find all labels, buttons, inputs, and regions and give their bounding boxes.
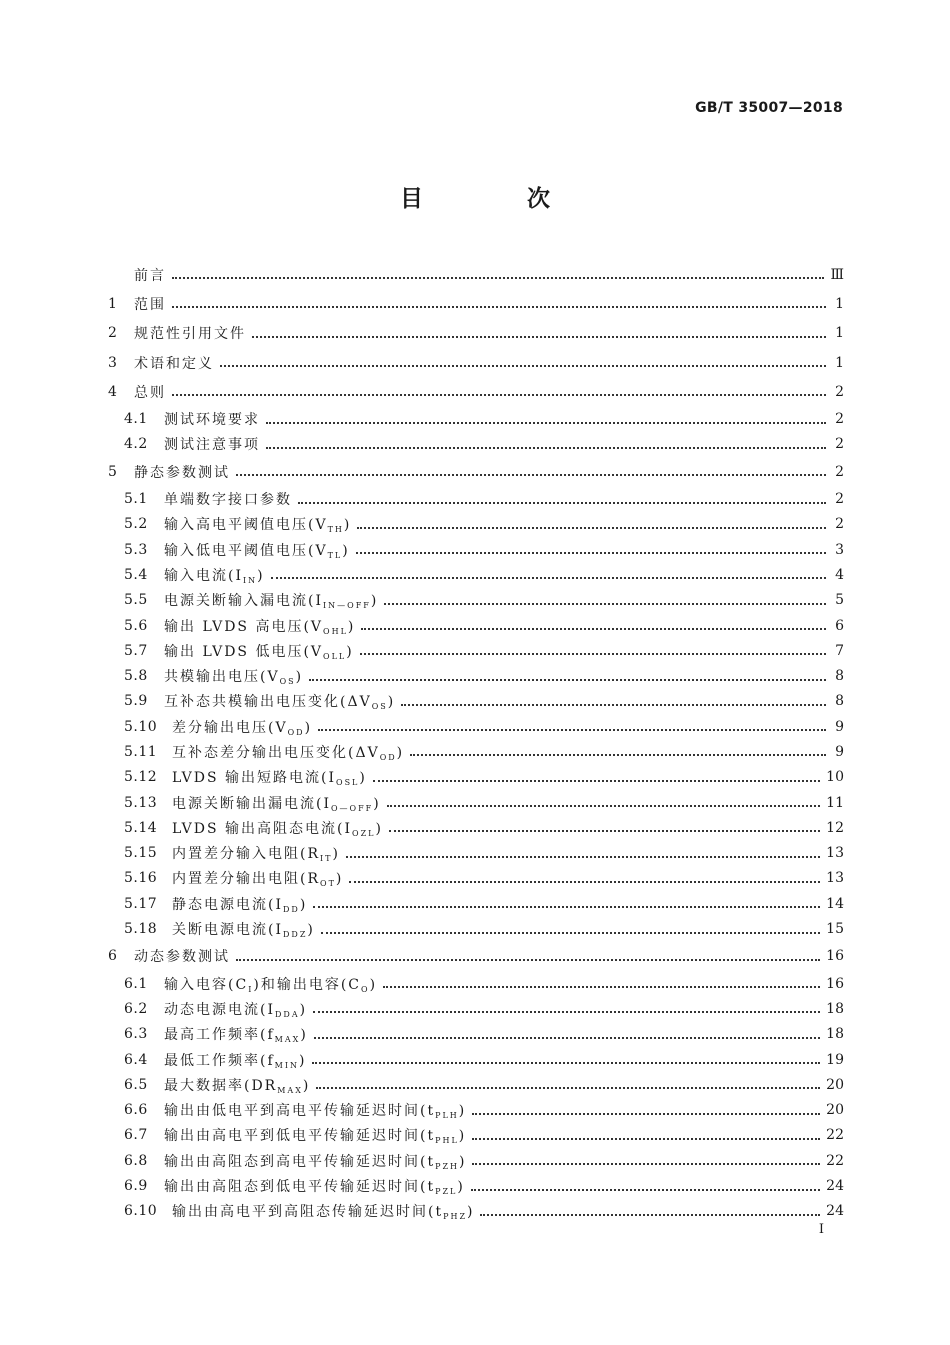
toc-leader-dots <box>357 526 826 529</box>
toc-entry-number: 5.3 <box>124 541 148 558</box>
toc-entry-subscript: PHL <box>435 1136 459 1146</box>
toc-entry-title-tail: ) <box>300 1027 308 1044</box>
toc-leader-dots <box>172 276 824 279</box>
toc-entry-subscript: DDZ <box>283 930 308 940</box>
toc-leader-dots <box>383 985 820 988</box>
toc-entry[interactable] <box>108 663 844 688</box>
toc-leader-dots <box>410 753 826 756</box>
toc-entry-title-text: 测试环境要求 <box>164 412 260 429</box>
toc-entry-number: 6 <box>108 948 118 965</box>
toc-entry-title-text: 范围 <box>134 296 166 313</box>
toc-entry-subscript: OD <box>287 727 305 737</box>
toc-entry-subscript: TH <box>327 525 344 535</box>
toc-entry-title-tail: ) <box>457 1179 465 1196</box>
toc-entry-title-text: 输入低电平阈值电压(V <box>164 542 328 559</box>
toc-entry-title <box>172 793 381 813</box>
toc-entry-title-text: 输出由高电平到高阻态传输延迟时间(t <box>172 1204 444 1221</box>
toc-entry-title-tail: ) <box>299 1052 307 1069</box>
toc-entry-number: 5.5 <box>124 592 148 609</box>
toc-entry-title-tail: ) <box>335 871 344 888</box>
toc-entry-subscript: IT <box>320 854 333 864</box>
toc-entry-number: 5.9 <box>124 693 148 710</box>
toc-entry-title-text: 输出由高阻态到低电平传输延迟时间(t <box>164 1179 436 1196</box>
toc-entry-title-text: 最大数据率(DR <box>164 1077 278 1094</box>
toc-entry-page: 1 <box>835 295 844 312</box>
toc-entry-title-text: 输入电容(C <box>164 976 249 993</box>
toc-entry-page: 16 <box>826 975 844 992</box>
toc-entry-number: 5.6 <box>124 617 148 634</box>
toc-entry[interactable] <box>108 971 844 996</box>
toc-entry-title <box>164 616 355 636</box>
toc-entry-title-text: 规范性引用文件 <box>134 326 246 343</box>
toc-entry-title-tail: ) <box>458 1103 467 1120</box>
toc-entry-title-text: 测试注意事项 <box>164 437 260 454</box>
toc-leader-dots <box>298 501 826 504</box>
toc-entry-title-tail: ) <box>299 896 308 913</box>
toc-entry-page: 9 <box>835 743 844 760</box>
toc-entry[interactable] <box>108 739 844 764</box>
table-of-contents <box>108 260 844 1224</box>
toc-entry-subscript: OSL <box>336 778 360 788</box>
toc-entry-title-text: 总则 <box>134 384 166 401</box>
toc-leader-dots <box>172 393 826 396</box>
toc-entry-title-text: 差分输出电压(V <box>172 719 288 736</box>
toc-entry[interactable] <box>108 1173 844 1198</box>
toc-entry-number: 5.18 <box>124 921 158 938</box>
toc-entry-title-tail: ) <box>467 1204 475 1221</box>
toc-entry-title-tail: ) <box>375 820 383 837</box>
toc-entry-page: 8 <box>835 693 844 710</box>
toc-entry-title-tail: ) <box>396 744 405 761</box>
toc-entry[interactable] <box>108 377 844 406</box>
toc-entry[interactable] <box>108 1072 844 1097</box>
toc-entry[interactable] <box>108 537 844 562</box>
toc-entry[interactable] <box>108 432 844 457</box>
toc-entry-title-tail: ) <box>369 976 378 993</box>
toc-entry-subscript: IN—OFF <box>323 601 371 611</box>
toc-entry-number: 6.3 <box>124 1026 148 1043</box>
toc-entry-title <box>164 1100 466 1120</box>
toc-entry-page: 10 <box>826 769 844 786</box>
toc-entry-number: 5 <box>108 463 118 480</box>
toc-entry-subscript: PZH <box>435 1161 460 1171</box>
toc-entry[interactable] <box>108 1199 844 1224</box>
toc-entry-title <box>164 641 354 661</box>
toc-entry-page: 2 <box>835 463 844 480</box>
toc-leader-dots <box>266 446 826 449</box>
toc-entry-page: 4 <box>835 566 844 583</box>
toc-entry-page: 2 <box>835 491 844 508</box>
toc-entry-title-tail: ) <box>302 1077 311 1094</box>
toc-entry-title-text: 输出由高阻态到高电平传输延迟时间(t <box>164 1153 436 1170</box>
toc-entry-page: 1 <box>835 325 844 342</box>
toc-entry-title <box>164 590 378 610</box>
toc-entry-title <box>134 462 230 482</box>
toc-entry-number: 4 <box>108 383 118 400</box>
toc-entry-title <box>172 742 404 762</box>
toc-entry-page: 11 <box>826 794 844 811</box>
toc-entry[interactable] <box>108 260 844 289</box>
toc-entry[interactable] <box>108 486 844 511</box>
toc-entry-title-text: 输出由低电平到高电平传输延迟时间(t <box>164 1103 436 1120</box>
toc-entry-title <box>172 868 343 888</box>
toc-entry-title-text: 内置差分输入电阻(R <box>172 846 321 863</box>
toc-entry-page: 2 <box>835 516 844 533</box>
toc-entry[interactable] <box>108 1148 844 1173</box>
toc-entry-subscript: OS <box>371 702 388 712</box>
toc-leader-dots <box>387 804 820 807</box>
toc-leader-dots <box>361 627 826 630</box>
toc-leader-dots <box>389 829 820 832</box>
toc-entry-title-tail: ) <box>295 669 304 686</box>
toc-entry-page: Ⅲ <box>830 266 844 283</box>
toc-entry-title <box>134 946 230 966</box>
toc-entry[interactable] <box>108 891 844 916</box>
toc-entry[interactable] <box>108 996 844 1021</box>
toc-entry-title-text: 互补态共模输出电压变化(ΔV <box>164 694 372 711</box>
toc-entry-subscript: DDA <box>275 1009 300 1019</box>
toc-entry-title <box>134 265 166 285</box>
toc-entry-title <box>164 1075 310 1095</box>
toc-entry-title <box>172 919 315 939</box>
toc-entry-number: 4.2 <box>124 436 148 453</box>
toc-leader-dots <box>401 703 826 706</box>
toc-leader-dots <box>266 421 826 424</box>
toc-entry-title <box>164 1050 306 1070</box>
toc-entry-title-text: 动态参数测试 <box>134 949 230 966</box>
toc-entry-number: 6.5 <box>124 1076 148 1093</box>
toc-entry-subscript: PHZ <box>443 1212 468 1222</box>
toc-entry[interactable] <box>108 916 844 941</box>
toc-entry-title-text: 单端数字接口参数 <box>164 492 292 509</box>
toc-entry-title-text: LVDS 输出高阻态电流(I <box>172 820 353 837</box>
toc-entry-subscript: OZL <box>352 828 376 838</box>
toc-entry[interactable] <box>108 1022 844 1047</box>
toc-leader-dots <box>314 1036 820 1039</box>
toc-leader-dots <box>172 305 826 308</box>
toc-entry-subscript: OT <box>320 879 336 889</box>
toc-entry-title-tail: ) <box>257 567 265 584</box>
toc-entry[interactable] <box>108 457 844 486</box>
toc-entry-page: 13 <box>826 845 844 862</box>
toc-entry[interactable] <box>108 638 844 663</box>
toc-entry-subscript: PZL <box>435 1187 458 1197</box>
toc-entry-page: 3 <box>835 541 844 558</box>
toc-entry-title-tail: ) <box>370 593 379 610</box>
toc-entry-title-text: 关断电源电流(I <box>172 922 283 939</box>
toc-entry-title <box>164 1176 465 1196</box>
toc-entry-number: 5.4 <box>124 566 148 583</box>
toc-entry-title <box>172 1201 474 1221</box>
toc-entry-page: 2 <box>835 436 844 453</box>
toc-entry-number: 1 <box>108 295 118 312</box>
toc-entry[interactable] <box>108 1123 844 1148</box>
toc-entry-number: 6.9 <box>124 1178 148 1195</box>
toc-leader-dots <box>346 855 820 858</box>
toc-entry-title-tail: ) <box>332 846 340 863</box>
toc-entry-number: 6.4 <box>124 1051 148 1068</box>
toc-leader-dots <box>271 576 826 579</box>
toc-entry-number: 2 <box>108 325 118 342</box>
toc-entry-title <box>172 894 307 914</box>
toc-leader-dots <box>236 473 826 476</box>
toc-entry-title-text: 前言 <box>134 267 166 284</box>
toc-entry-title-tail: ) <box>304 719 313 736</box>
toc-entry[interactable] <box>108 613 844 638</box>
toc-leader-dots <box>252 335 826 338</box>
toc-leader-dots <box>356 551 826 554</box>
toc-entry[interactable] <box>108 942 844 971</box>
toc-entry-title <box>164 1125 466 1145</box>
toc-entry-page: 18 <box>826 1000 844 1017</box>
toc-entry-subscript: O <box>361 984 370 994</box>
toc-entry-page: 9 <box>835 718 844 735</box>
toc-entry-page: 8 <box>835 668 844 685</box>
toc-entry[interactable] <box>108 348 844 377</box>
toc-entry-title-tail: ) <box>387 694 396 711</box>
toc-entry-subscript: MAX <box>274 1035 301 1045</box>
toc-entry-number: 5.7 <box>124 642 148 659</box>
toc-entry-title-tail: )和输出电容(C <box>253 976 361 993</box>
toc-entry-title-tail: ) <box>342 542 350 559</box>
toc-leader-dots <box>220 364 826 367</box>
toc-entry-subscript: OHL <box>323 626 348 636</box>
toc-entry-number: 6.8 <box>124 1152 148 1169</box>
toc-entry[interactable] <box>108 406 844 431</box>
standard-number: GB/T 35007—2018 <box>695 100 843 116</box>
toc-entry[interactable] <box>108 841 844 866</box>
toc-entry-number: 5.15 <box>124 845 158 862</box>
toc-entry-subscript: IN <box>243 575 258 585</box>
toc-entry[interactable] <box>108 588 844 613</box>
toc-entry-number: 6.6 <box>124 1102 148 1119</box>
toc-entry[interactable] <box>108 765 844 790</box>
toc-leader-dots <box>321 931 820 934</box>
toc-entry-title-text: 电源关断输出漏电流(I <box>172 795 331 812</box>
toc-leader-dots <box>309 678 826 681</box>
toc-entry[interactable] <box>108 815 844 840</box>
toc-leader-dots <box>472 1162 820 1165</box>
toc-entry-title <box>164 489 292 509</box>
toc-entry-number: 5.12 <box>124 769 158 786</box>
toc-entry-subscript: MIN <box>274 1060 300 1070</box>
toc-entry[interactable] <box>108 790 844 815</box>
toc-entry-title <box>164 666 303 686</box>
toc-entry-page: 5 <box>835 592 844 609</box>
toc-entry-page: 1 <box>835 354 844 371</box>
toc-entry-title-tail: ) <box>346 643 354 660</box>
toc-entry-title-tail: ) <box>307 922 315 939</box>
toc-entry-title-tail: ) <box>299 1001 308 1018</box>
toc-entry-title <box>172 843 340 863</box>
toc-leader-dots <box>472 1137 820 1140</box>
toc-entry-page: 2 <box>835 411 844 428</box>
toc-entry-page: 24 <box>826 1178 844 1195</box>
toc-entry-number: 5.8 <box>124 668 148 685</box>
toc-leader-dots <box>349 880 820 883</box>
toc-entry-title-text: 共模输出电压(V <box>164 669 280 686</box>
toc-entry-title <box>134 382 166 402</box>
toc-entry[interactable] <box>108 689 844 714</box>
toc-entry-subscript: DD <box>283 904 300 914</box>
toc-entry[interactable] <box>108 319 844 348</box>
toc-leader-dots <box>313 1010 820 1013</box>
toc-entry-title-tail: ) <box>359 770 367 787</box>
toc-entry-title <box>172 717 312 737</box>
toc-entry[interactable] <box>108 512 844 537</box>
toc-entry-title-text: 静态电源电流(I <box>172 896 283 913</box>
toc-entry-number: 3 <box>108 354 118 371</box>
toc-entry-page: 2 <box>835 383 844 400</box>
toc-entry-subscript: OD <box>379 752 397 762</box>
toc-entry-title-text: 输出 LVDS 高电压(V <box>164 618 324 635</box>
toc-entry-title <box>164 1024 308 1044</box>
toc-leader-dots <box>471 1188 820 1191</box>
toc-entry[interactable] <box>108 866 844 891</box>
toc-entry-title-text: LVDS 输出短路电流(I <box>172 770 337 787</box>
toc-leader-dots <box>373 779 820 782</box>
toc-entry-title <box>164 514 351 534</box>
toc-entry-page: 18 <box>826 1026 844 1043</box>
toc-entry-title-text: 输出由高电平到低电平传输延迟时间(t <box>164 1128 436 1145</box>
toc-entry-title-tail: ) <box>458 1128 467 1145</box>
toc-entry-title <box>172 767 367 787</box>
toc-leader-dots <box>236 958 820 961</box>
toc-entry-number: 5.14 <box>124 819 158 836</box>
toc-entry-title <box>164 565 265 585</box>
toc-entry-number: 5.17 <box>124 895 158 912</box>
toc-entry-title-text: 内置差分输出电阻(R <box>172 871 321 888</box>
toc-entry-page: 19 <box>826 1051 844 1068</box>
toc-entry-number: 6.1 <box>124 975 148 992</box>
toc-entry-page: 6 <box>835 617 844 634</box>
toc-entry-title-text: 动态电源电流(I <box>164 1001 275 1018</box>
toc-leader-dots <box>312 1061 820 1064</box>
toc-entry-title-text: 输出 LVDS 低电压(V <box>164 643 324 660</box>
toc-entry-title <box>164 1151 466 1171</box>
toc-leader-dots <box>472 1112 820 1115</box>
toc-entry-subscript: O—OFF <box>331 803 374 813</box>
toc-entry-title <box>164 434 260 454</box>
toc-entry-page: 15 <box>826 921 844 938</box>
toc-entry-page: 20 <box>826 1076 844 1093</box>
toc-entry-page: 20 <box>826 1102 844 1119</box>
toc-entry-title-tail: ) <box>347 618 356 635</box>
toc-entry-subscript: PLH <box>435 1111 459 1121</box>
toc-entry-title-text: 互补态差分输出电压变化(ΔV <box>172 744 380 761</box>
toc-entry-page: 13 <box>826 870 844 887</box>
toc-entry-number: 5.10 <box>124 718 158 735</box>
toc-leader-dots <box>318 728 826 731</box>
toc-entry-title-tail: ) <box>343 517 352 534</box>
toc-entry[interactable] <box>108 562 844 587</box>
toc-entry[interactable] <box>108 1047 844 1072</box>
toc-entry-title <box>134 323 246 343</box>
toc-entry-title <box>164 691 395 711</box>
toc-entry-title <box>164 999 307 1019</box>
toc-entry-title-text: 输入高电平阈值电压(V <box>164 517 328 534</box>
toc-entry[interactable] <box>108 289 844 318</box>
toc-entry-number: 4.1 <box>124 411 148 428</box>
toc-entry-number: 6.2 <box>124 1000 148 1017</box>
toc-leader-dots <box>316 1086 820 1089</box>
toc-entry-title-text: 输入电流(I <box>164 567 243 584</box>
toc-entry-title-tail: ) <box>459 1153 467 1170</box>
toc-entry-page: 22 <box>826 1152 844 1169</box>
toc-entry-page: 12 <box>826 819 844 836</box>
toc-entry-subscript: I <box>248 984 254 994</box>
toc-entry-title <box>172 818 383 838</box>
toc-entry-title <box>164 409 260 429</box>
toc-entry-title-tail: ) <box>373 795 381 812</box>
toc-entry-subscript: OS <box>279 677 296 687</box>
toc-entry-title <box>134 294 166 314</box>
toc-entry-title <box>134 353 214 373</box>
toc-entry-number: 6.7 <box>124 1127 148 1144</box>
toc-entry-title <box>164 974 377 994</box>
toc-entry-title-text: 电源关断输入漏电流(I <box>164 593 323 610</box>
toc-entry-subscript: OLL <box>323 651 347 661</box>
page-title: 目 次 <box>399 186 598 212</box>
toc-entry-number: 6.10 <box>124 1203 158 1220</box>
toc-entry-number: 5.2 <box>124 516 148 533</box>
toc-leader-dots <box>480 1213 820 1216</box>
toc-entry-title <box>164 540 350 560</box>
toc-entry-title-text: 术语和定义 <box>134 355 214 372</box>
toc-entry-subscript: TL <box>327 550 343 560</box>
toc-entry-subscript: MAX <box>277 1085 303 1095</box>
toc-entry-title-text: 最低工作频率(f <box>164 1052 275 1069</box>
toc-entry-number: 5.16 <box>124 870 158 887</box>
toc-entry[interactable] <box>108 714 844 739</box>
toc-entry-page: 7 <box>835 642 844 659</box>
toc-entry-title-text: 静态参数测试 <box>134 464 230 481</box>
toc-leader-dots <box>384 602 826 605</box>
toc-entry-number: 5.1 <box>124 491 148 508</box>
toc-entry-page: 22 <box>826 1127 844 1144</box>
toc-entry-title-text: 最高工作频率(f <box>164 1027 275 1044</box>
toc-entry-page: 14 <box>826 895 844 912</box>
toc-entry-number: 5.11 <box>124 743 158 760</box>
page-number: I <box>818 1222 824 1237</box>
toc-leader-dots <box>360 652 826 655</box>
toc-entry[interactable] <box>108 1098 844 1123</box>
toc-leader-dots <box>313 905 820 908</box>
toc-entry-page: 16 <box>826 948 844 965</box>
toc-entry-page: 24 <box>826 1203 844 1220</box>
toc-entry-number: 5.13 <box>124 794 158 811</box>
